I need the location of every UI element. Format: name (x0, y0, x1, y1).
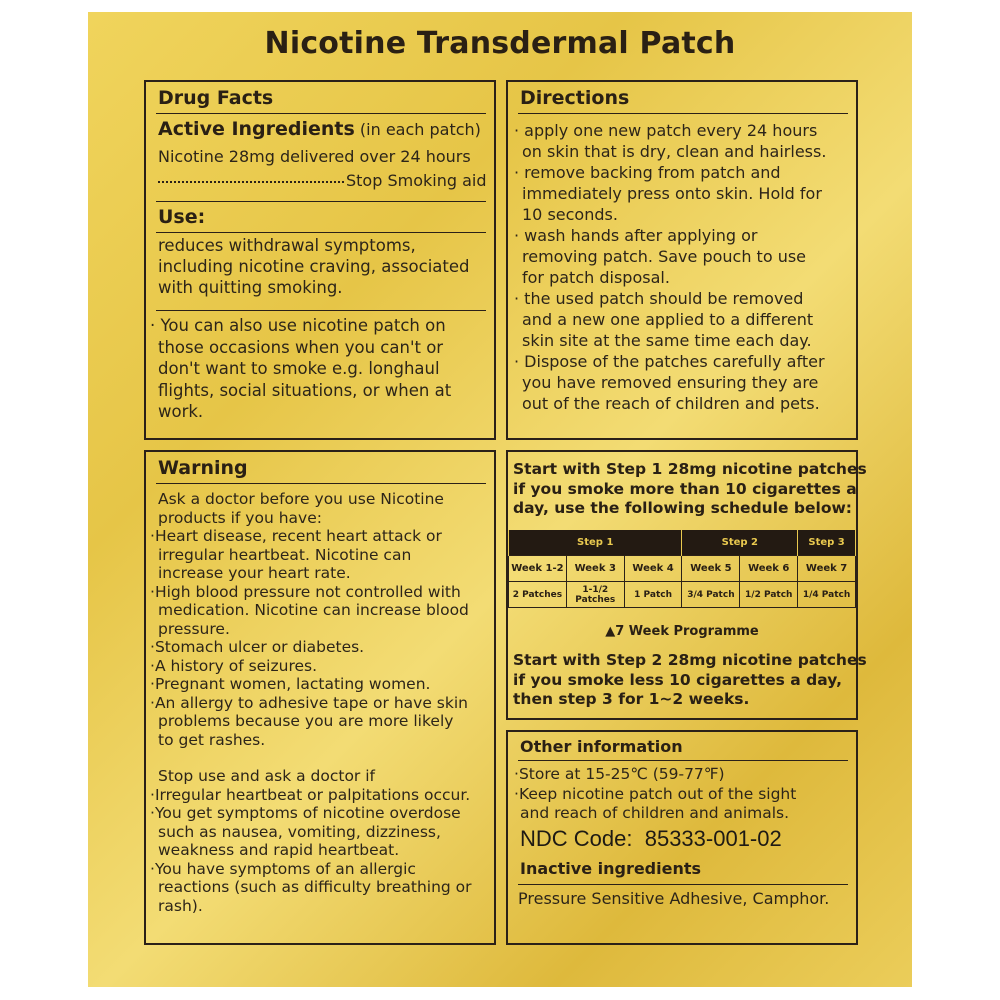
other-info-heading: Other information (520, 737, 683, 756)
stop-item: ·You have symptoms of an allergic reactions (such as difficulty breathing or rash). (150, 859, 472, 915)
week-cell: Week 6 (740, 556, 798, 582)
divider (156, 310, 486, 311)
week-cell: Week 5 (682, 556, 740, 582)
stop-use-intro: Stop use and ask a doctor if (158, 767, 375, 785)
extra-use-text: · You can also use nicotine patch on those occasions when you can't or don't want to smoke e.g. longhaul flights, social situations, or when at work. (150, 316, 452, 421)
dose-cell: 1/2 Patch (740, 582, 798, 608)
drug-facts-box (144, 80, 496, 440)
bullet: · (150, 316, 156, 335)
divider (518, 113, 848, 114)
purpose-text: Stop Smoking aid (346, 171, 487, 190)
dose-cell: 1 Patch (624, 582, 682, 608)
schedule-table (508, 530, 856, 608)
warning-box (144, 450, 496, 945)
ndc-value: 85333-001-02 (644, 826, 782, 851)
warning-heading: Warning (158, 457, 248, 479)
active-ingredients-heading: Active Ingredients (158, 118, 355, 140)
warning-item: ·An allergy to adhesive tape or have skin problems because you are more likely to get rashes. (150, 693, 468, 749)
schedule-dose-row (509, 582, 856, 608)
divider (518, 884, 848, 885)
other-info-list: ·Store at 15-25℃ (59-77℉) ·Keep nicotine patch out of the sight and reach of children and animals. (514, 765, 797, 822)
use-text: reduces withdrawal symptoms, including nicotine craving, associated with quitting smoking. (158, 236, 470, 297)
programme-label: ▲7 Week Programme (605, 624, 759, 639)
dose-cell: 1/4 Patch (798, 582, 856, 608)
step-3-header: Step 3 (798, 530, 856, 556)
step-2-text: Start with Step 2 28mg nicotine patches if you smoke less 10 cigarettes a day, then step 3 for 1~2 weeks. (513, 651, 867, 708)
dotted-leader (158, 181, 344, 183)
divider (518, 760, 848, 761)
week-cell: Week 4 (624, 556, 682, 582)
directions-box (506, 80, 858, 440)
directions-heading: Directions (520, 87, 630, 109)
schedule-intro: Start with Step 1 28mg nicotine patches if you smoke more than 10 cigarettes a day, use the following schedule below: (513, 460, 867, 517)
divider (156, 113, 486, 114)
active-ingredients-line (158, 118, 481, 140)
ndc-label: NDC Code: (520, 826, 633, 851)
week-cell: Week 1-2 (509, 556, 567, 582)
warning-list: Ask a doctor before you use Nicotine products if you have: ·Heart disease, recent heart attack or irregular heartbeat. Nicotine can increase your heart rate. ·High blood pressure not controlled with medication. Nicotine can increase blood pressure. ·Stomach ulcer or diabetes. ·A history of seizures. ·Pregnant women, lactating women. ·An allergy to adhesive tape or have skin problems because you are more likely to get rashes. Stop use and ask a doctor if ·Irregular heartbeat or palpitations occur. ·You get symptoms of nicotine overdose such as nausea, vomiting, dizziness, weakness and rapid heartbeat. ·You have symptoms of an allergic reactions (such as difficulty breathing or rash). (150, 490, 490, 915)
divider (156, 483, 486, 484)
step-2-header: Step 2 (682, 530, 798, 556)
week-cell: Week 3 (566, 556, 624, 582)
warning-item: ·Stomach ulcer or diabetes. (150, 638, 365, 656)
stop-item: ·You get symptoms of nicotine overdose such as nausea, vomiting, dizziness, weakness and rapid heartbeat. (150, 804, 461, 859)
drug-facts-heading: Drug Facts (158, 87, 274, 109)
ndc-code (520, 826, 782, 852)
use-heading: Use: (158, 206, 206, 228)
direction-item: · remove backing from patch and immediately press onto skin. Hold for 10 seconds. (514, 163, 822, 224)
warning-item: ·A history of seizures. (150, 656, 318, 675)
warning-item: ·Pregnant women, lactating women. (150, 675, 431, 693)
inactive-heading: Inactive ingredients (520, 859, 702, 878)
week-cell: Week 7 (798, 556, 856, 582)
inactive-text: Pressure Sensitive Adhesive, Camphor. (518, 889, 830, 908)
other-info-box (506, 730, 858, 945)
warning-item: ·High blood pressure not controlled with medication. Nicotine can increase blood pressure. (150, 582, 469, 638)
direction-item: · Dispose of the patches carefully after you have removed ensuring they are out of the reach of children and pets. (514, 352, 825, 413)
divider (156, 201, 486, 202)
product-title: Nicotine Transdermal Patch (264, 26, 736, 61)
schedule-box (506, 450, 867, 720)
dose-cell: 3/4 Patch (682, 582, 740, 608)
direction-item: · the used patch should be removed and a new one applied to a different skin site at the same time each day. (514, 289, 814, 350)
dose-cell: 1-1/2 Patches (566, 582, 624, 608)
divider (156, 232, 486, 233)
directions-list (514, 120, 826, 414)
schedule-week-row (509, 556, 856, 582)
dose-cell: 2 Patches (509, 582, 567, 608)
direction-item: · apply one new patch every 24 hours on skin that is dry, clean and hairless. (514, 121, 827, 161)
direction-item: · wash hands after applying or removing patch. Save pouch to use for patch disposal. (514, 226, 807, 287)
schedule-step-row (509, 530, 856, 556)
ingredient-text: Nicotine 28mg delivered over 24 hours (158, 147, 471, 166)
active-ingredients-suffix: (in each patch) (359, 120, 481, 139)
stop-item: ·Irregular heartbeat or palpitations occur. (150, 785, 471, 804)
step-1-header: Step 1 (509, 530, 682, 556)
warning-item: ·Heart disease, recent heart attack or irregular heartbeat. Nicotine can increase your heart rate. (150, 527, 442, 582)
